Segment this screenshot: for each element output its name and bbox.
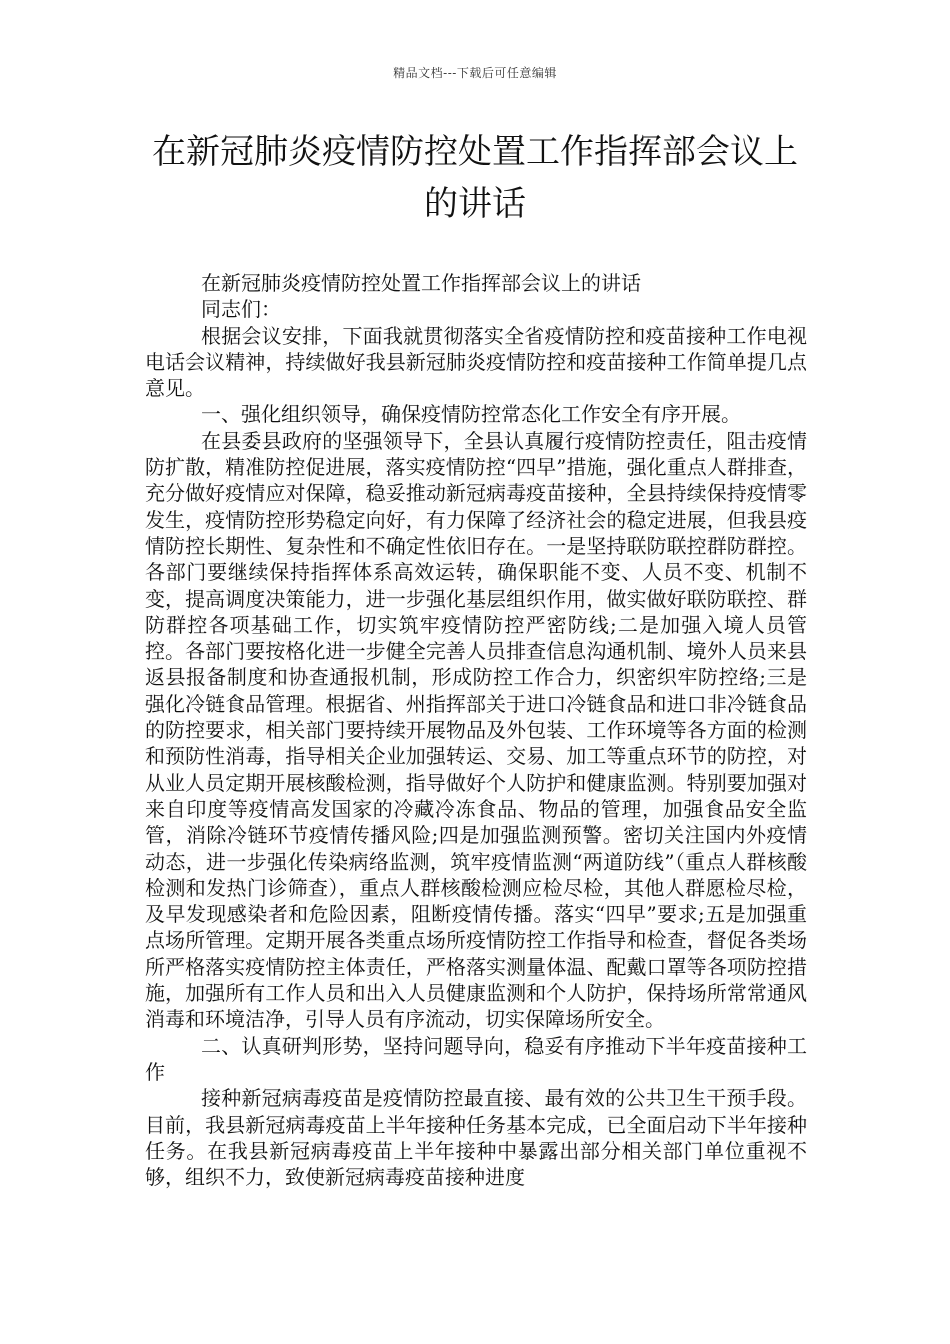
body-paragraph: 同志们： xyxy=(201,297,281,322)
page-header: 精品文档---下载后可任意编辑 xyxy=(393,66,557,80)
body-paragraph: 接种新冠病毒疫苗是疫情防控最直接、最有效的公共卫生干预手段。目前，我县新冠病毒疫苗上半年接种任务基本完成，已全面启动下半年接种任务。在我县新冠病毒疫苗上半年接种中暴露出部分相关部门单位重视不够，组织不力，致使新冠病毒疫苗接种进度 xyxy=(145,1086,807,1190)
body-paragraph: 在县委县政府的坚强领导下，全县认真履行疫情防控责任，阻击疫情防扩散，精准防控促进展，落实疫情防控“四早”措施，强化重点人群排查，充分做好疫情应对保障，稳妥推动新冠病毒疫苗接种，全县持续保持疫情零发生，疫情防控形势稳定向好，有力保障了经济社会的稳定进展，但我县疫情防控长期性、复杂性和不确定性依旧存在。一是坚持联防联控群防群控。各部门要继续保持指挥体系高效运转，确保职能不变、人员不变、机制不变，提高调度决策能力，进一步强化基层组织作用，做实做好联防联控、群防群控各项基础工作，切实筑牢疫情防控严密防线;二是加强入境人员管控。各部门要按格化进一步健全完善人员排查信息沟通机制、境外人员来县返县报备制度和协查通报机制，形成防控工作合力，织密织牢防控络;三是强化冷链食品管理。根据省、州指挥部关于进口冷链食品和进口非冷链食品的防控要求，相关部门要持续开展物品及外包装、工作环境等各方面的检测和预防性消毒，指导相关企业加强转运、交易、加工等重点环节的防控，对从业人员定期开展核酸检测，指导做好个人防护和健康监测。特别要加强对来自印度等疫情高发国家的冷藏冷冻食品、物品的管理，加强食品安全监管，消除冷链环节疫情传播风险;四是加强监测预警。密切关注国内外疫情动态，进一步强化传染病络监测，筑牢疫情监测“两道防线”（重点人群核酸检测和发热门诊筛查），重点人群核酸检测应检尽检，其他人群愿检尽检，及早发现感染者和危险因素，阻断疫情传播。落实“四早”要求;五是加强重点场所管理。定期开展各类重点场所疫情防控工作指导和检查，督促各类场所严格落实疫情防控主体责任，严格落实测量体温、配戴口罩等各项防控措施，加强所有工作人员和出入人员健康监测和个人防护，保持场所常常通风消毒和环境洁净，引导人员有序流动，切实保障场所安全。 xyxy=(145,428,807,1032)
document-title: 在新冠肺炎疫情防控处置工作指挥部会议上的讲话 xyxy=(152,132,798,224)
document-body xyxy=(145,270,807,1190)
body-paragraph: 在新冠肺炎疫情防控处置工作指挥部会议上的讲话 xyxy=(201,271,641,295)
body-paragraph: 二、认真研判形势，坚持问题导向，稳妥有序推动下半年疫苗接种工作 xyxy=(145,1033,807,1084)
body-paragraph: 一、强化组织领导，确保疫情防控常态化工作安全有序开展。 xyxy=(201,402,741,427)
body-paragraph: 根据会议安排，下面我就贯彻落实全省疫情防控和疫苗接种工作电视电话会议精神，持续做好我县新冠肺炎疫情防控和疫苗接种工作简单提几点意见。 xyxy=(145,323,807,401)
